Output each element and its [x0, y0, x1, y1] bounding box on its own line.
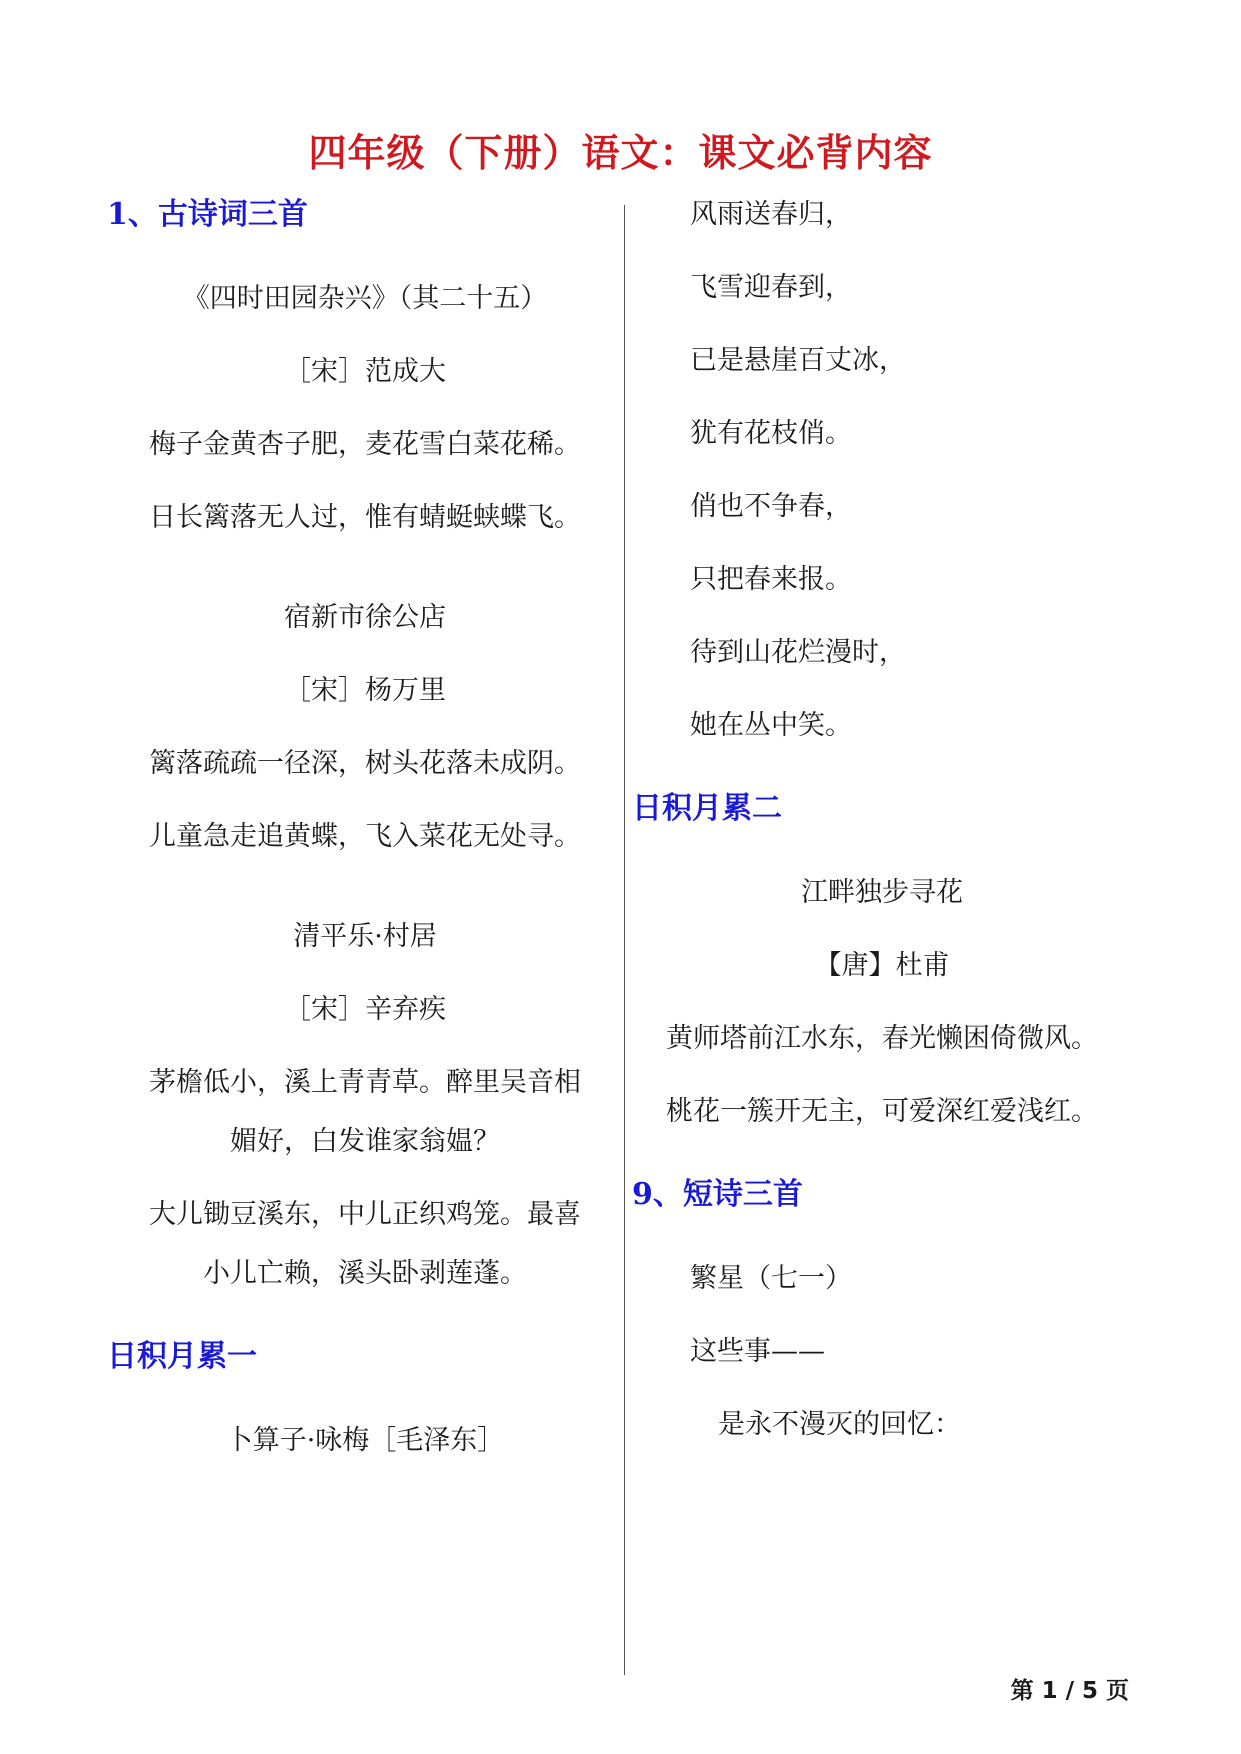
poem-line: 待到山花烂漫时， [690, 637, 906, 668]
poem-line: 这些事—— [690, 1336, 825, 1367]
poem-title: 宿新市徐公店 [284, 602, 446, 633]
poem-line: 她在丛中笑。 [690, 710, 852, 741]
poem-author: ［宋］辛弃疾 [284, 994, 446, 1025]
poem-author: 【唐】杜甫 [814, 950, 950, 981]
poem-line: 风雨送春归， [690, 199, 852, 230]
poem-title: 清平乐·村居 [293, 921, 437, 952]
poem-line: 日长篱落无人过，惟有蜻蜓蛱蝶飞。 [149, 502, 581, 533]
page-title: 四年级（下册）语文：课文必背内容 [308, 130, 933, 175]
section-heading-3: 日积月累二 [632, 791, 782, 826]
poem-title: 繁星（七一） [690, 1263, 852, 1294]
poem-line: 大儿锄豆溪东，中儿正织鸡笼。最喜 [149, 1199, 581, 1230]
poem-line: 篱落疏疏一径深，树头花落未成阴。 [149, 748, 581, 779]
poem-author: ［宋］杨万里 [284, 675, 446, 706]
section-heading-4: 9、短诗三首 [632, 1177, 803, 1212]
poem-line: 犹有花枝俏。 [690, 418, 852, 449]
poem-line: 儿童急走追黄蝶，飞入菜花无处寻。 [149, 821, 581, 852]
poem-line: 桃花一簇开无主，可爱深红爱浅红。 [666, 1096, 1098, 1127]
section-heading-2: 日积月累一 [107, 1339, 257, 1374]
poem-title: 《四时田园杂兴》（其二十五） [182, 283, 548, 314]
page-number: 第 1 / 5 页 [1010, 1678, 1129, 1704]
poem-author: ［宋］范成大 [284, 356, 446, 387]
poem-line: 只把春来报。 [690, 564, 852, 595]
poem-line: 小儿亡赖，溪头卧剥莲蓬。 [203, 1258, 527, 1289]
poem-line: 梅子金黄杏子肥，麦花雪白菜花稀。 [149, 429, 581, 460]
poem-line: 是永不漫灭的回忆： [718, 1409, 961, 1440]
poem-line: 黄师塔前江水东，春光懒困倚微风。 [666, 1023, 1098, 1054]
poem-line: 已是悬崖百丈冰， [690, 345, 906, 376]
poem-line: 俏也不争春， [690, 491, 852, 522]
section-heading-1: 1、古诗词三首 [107, 197, 308, 232]
poem-line: 飞雪迎春到， [690, 272, 852, 303]
poem-title: 江畔独步寻花 [801, 877, 963, 908]
poem-title: 卜算子·咏梅［毛泽东］ [225, 1425, 505, 1456]
poem-line: 媚好，白发谁家翁媪？ [230, 1126, 500, 1157]
poem-line: 茅檐低小，溪上青青草。醉里吴音相 [149, 1067, 581, 1098]
